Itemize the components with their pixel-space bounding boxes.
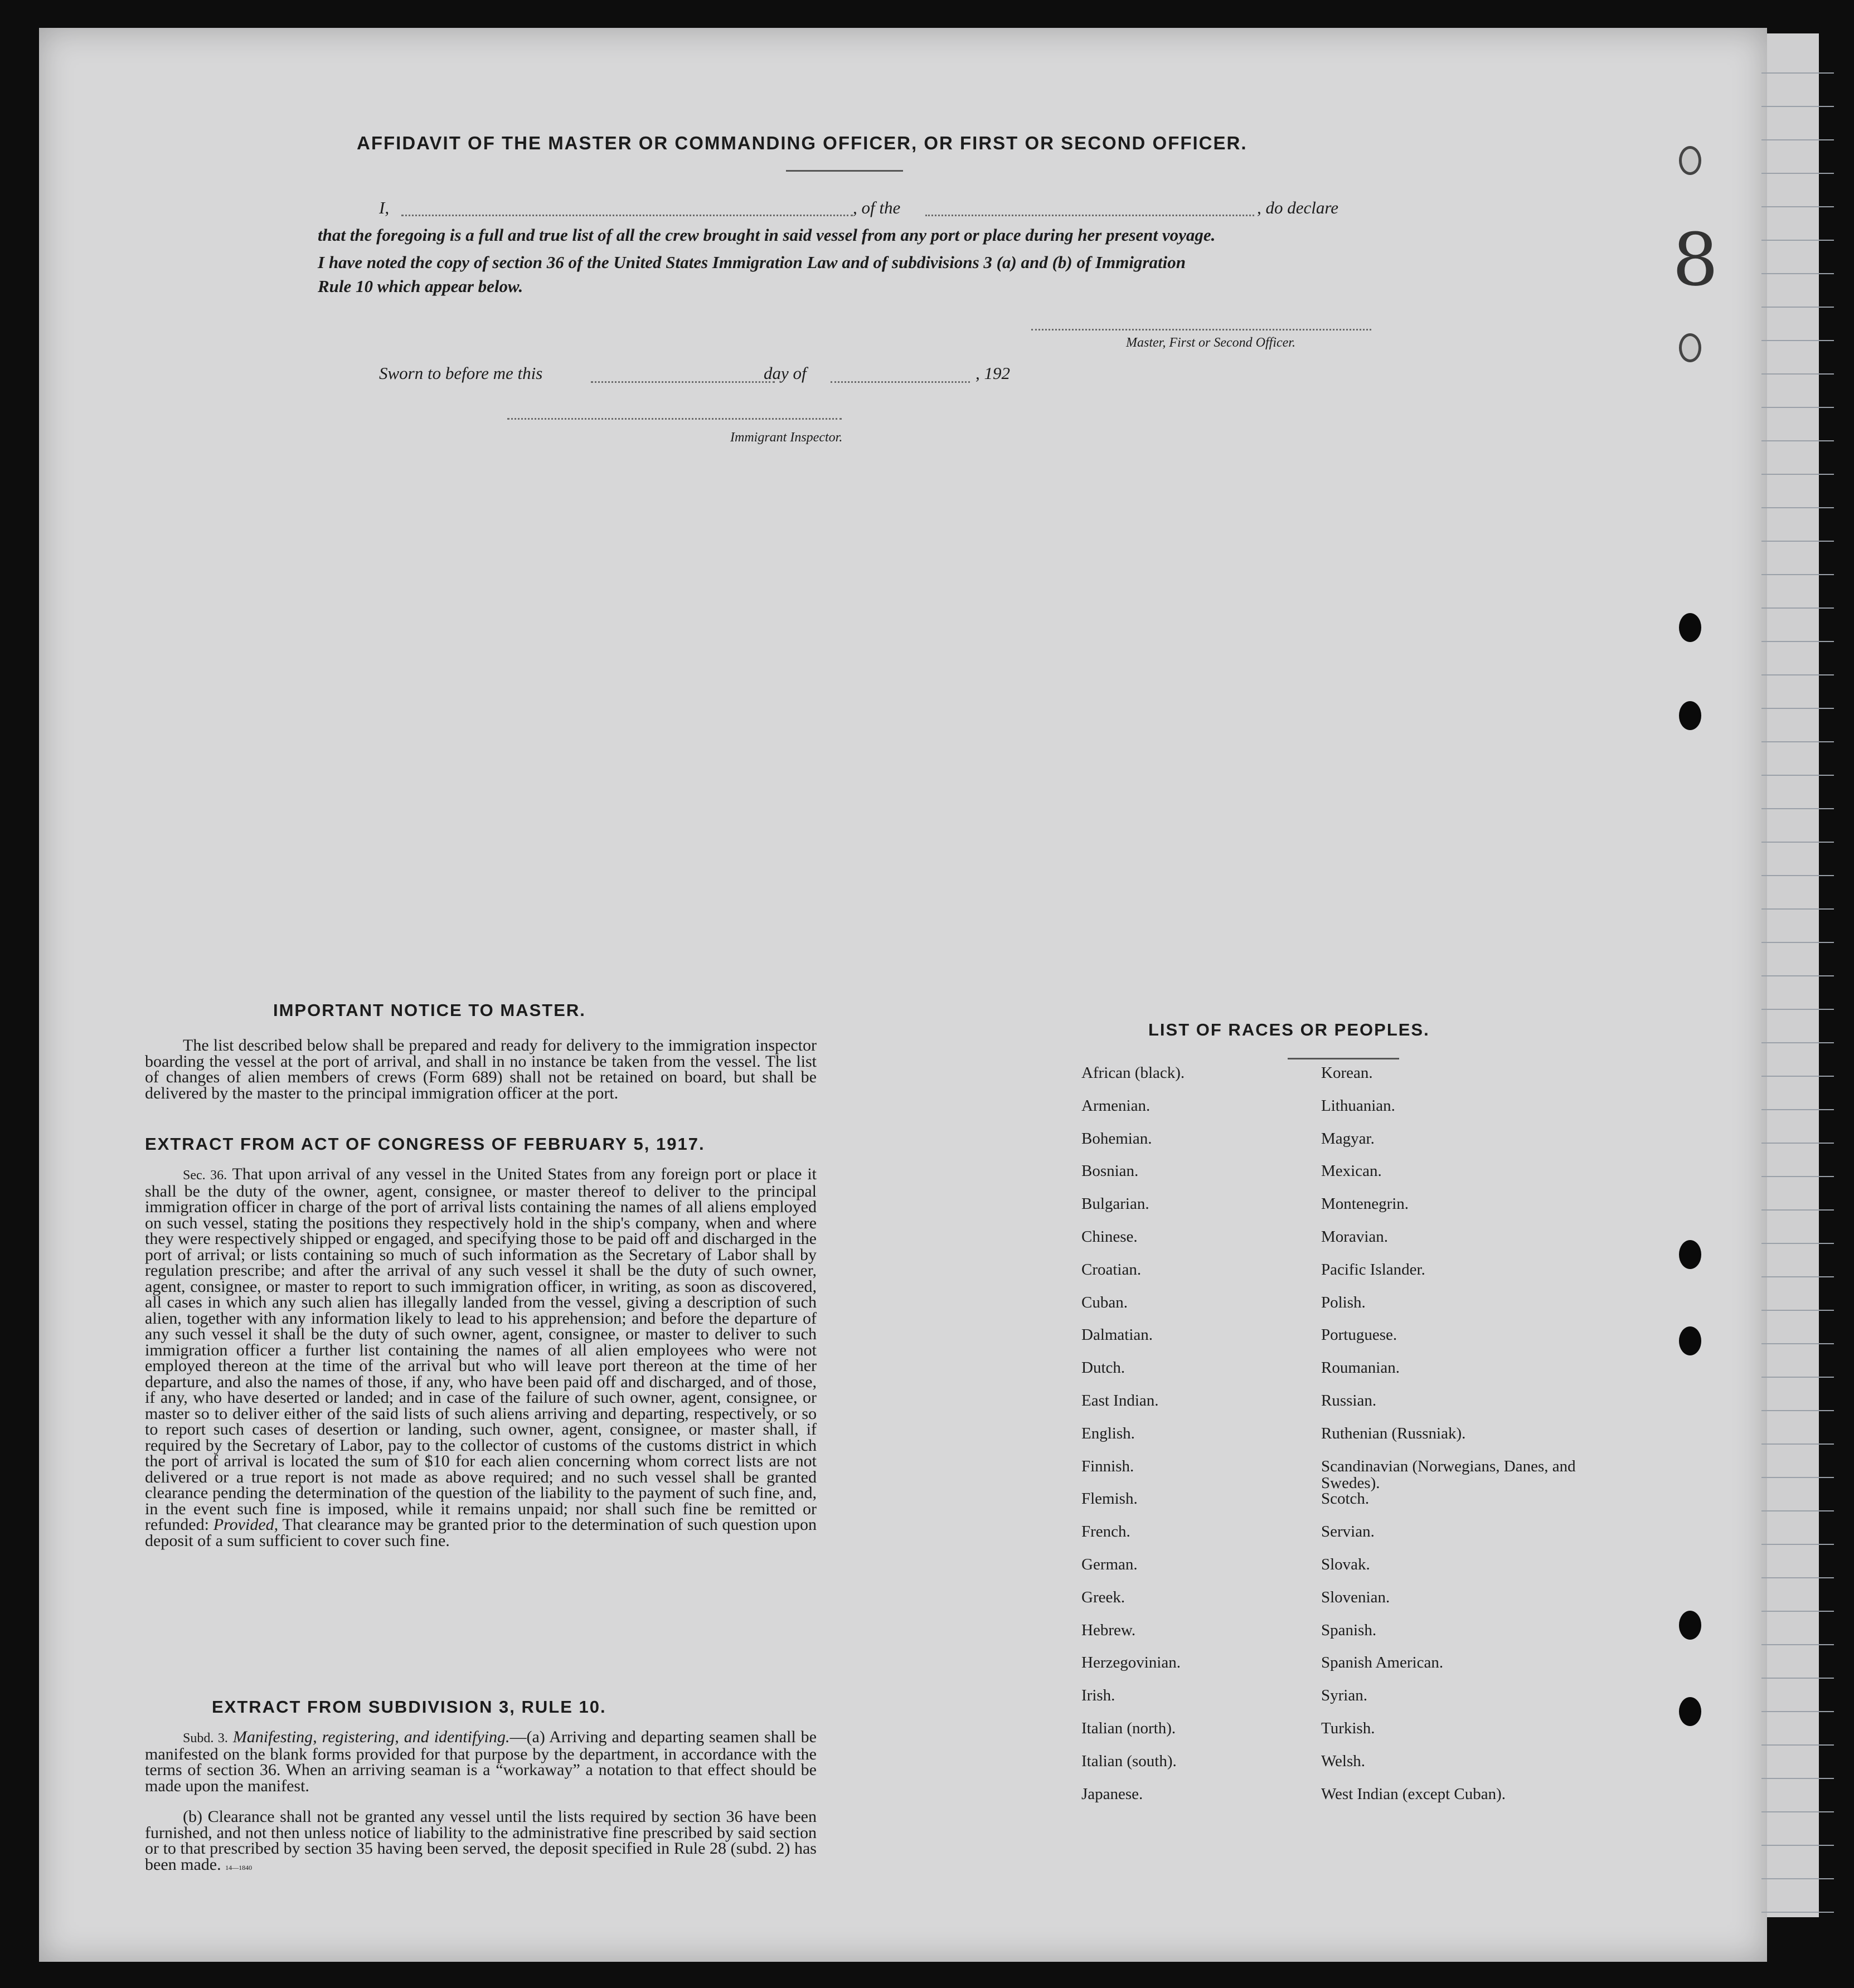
punch-hole-4 xyxy=(1679,1326,1701,1355)
ledger-line xyxy=(1761,708,1834,709)
race-item: Lithuanian. xyxy=(1321,1096,1395,1115)
master-signature-line[interactable] xyxy=(1031,329,1371,330)
race-item: Italian (south). xyxy=(1081,1752,1177,1770)
race-item: East Indian. xyxy=(1081,1391,1159,1409)
race-item: Herzegovinian. xyxy=(1081,1654,1181,1672)
rule10-heading: Manifesting, registering, and identifying. xyxy=(232,1728,510,1746)
race-item: Slovenian. xyxy=(1321,1588,1390,1606)
race-item: Magyar. xyxy=(1321,1129,1375,1148)
race-item: Syrian. xyxy=(1321,1686,1367,1705)
affidavit-i: I, xyxy=(379,198,390,217)
ledger-line xyxy=(1761,1678,1834,1679)
notice-title: IMPORTANT NOTICE TO MASTER. xyxy=(273,1000,586,1020)
ledger-line xyxy=(1761,1611,1834,1612)
affidavit-of-the: , of the xyxy=(853,198,901,217)
act-title: EXTRACT FROM ACT OF CONGRESS OF FEBRUARY 5, 1917. xyxy=(145,1134,705,1154)
ledger-line xyxy=(1761,1878,1834,1879)
race-item: Bosnian. xyxy=(1081,1162,1139,1180)
ledger-line xyxy=(1761,1009,1834,1010)
race-item: Bulgarian. xyxy=(1081,1195,1149,1213)
ledger-line xyxy=(1761,173,1834,174)
ledger-line xyxy=(1761,975,1834,976)
race-item: Irish. xyxy=(1081,1686,1115,1705)
ledger-line xyxy=(1761,206,1834,207)
ledger-line xyxy=(1761,942,1834,943)
race-item: Scandinavian (Norwegians, Danes, and Swedes). xyxy=(1321,1457,1576,1492)
binder-ring-1 xyxy=(1679,146,1701,175)
ledger-line xyxy=(1761,440,1834,441)
ledger-line xyxy=(1761,541,1834,542)
name-blank[interactable] xyxy=(401,215,853,216)
affidavit-title: AFFIDAVIT OF THE MASTER OR COMMANDING OFFICER, OR FIRST OR SECOND OFFICER. xyxy=(357,133,1248,153)
vessel-blank[interactable] xyxy=(925,215,1254,216)
ledger-line xyxy=(1761,1912,1834,1913)
ledger-line xyxy=(1761,1410,1834,1411)
race-item: Hebrew. xyxy=(1081,1621,1136,1639)
race-item: Korean. xyxy=(1321,1064,1373,1082)
affidavit-declare: , do declare xyxy=(1257,198,1339,217)
ledger-line xyxy=(1761,340,1834,341)
ledger-line xyxy=(1761,1310,1834,1311)
race-item: African (black). xyxy=(1081,1064,1185,1082)
ledger-line xyxy=(1761,674,1834,675)
ledger-line xyxy=(1761,240,1834,241)
race-item: Slovak. xyxy=(1321,1555,1370,1573)
act-section-label: Sec. 36. xyxy=(183,1168,227,1183)
ledger-line xyxy=(1761,1143,1834,1144)
ledger-line xyxy=(1761,1577,1834,1578)
ledger-line xyxy=(1761,1510,1834,1511)
ledger-line xyxy=(1761,641,1834,642)
ledger-line xyxy=(1761,741,1834,742)
race-item: Russian. xyxy=(1321,1391,1377,1409)
ledger-line xyxy=(1761,574,1834,575)
race-item: Dalmatian. xyxy=(1081,1326,1153,1344)
rule10-para-b xyxy=(145,1809,817,1875)
ledger-line xyxy=(1761,1276,1834,1277)
ledger-line xyxy=(1761,1443,1834,1445)
punch-hole-6 xyxy=(1679,1697,1701,1726)
race-item: English. xyxy=(1081,1424,1135,1442)
race-item: Japanese. xyxy=(1081,1785,1143,1803)
ledger-line xyxy=(1761,842,1834,843)
race-item: Dutch. xyxy=(1081,1359,1125,1377)
ledger-line xyxy=(1761,808,1834,809)
ledger-line xyxy=(1761,775,1834,776)
ledger-line xyxy=(1761,273,1834,274)
punch-hole-3 xyxy=(1679,1240,1701,1269)
ledger-line xyxy=(1761,474,1834,475)
race-item: Pacific Islander. xyxy=(1321,1260,1425,1279)
ledger-line xyxy=(1761,1644,1834,1645)
race-item: Moravian. xyxy=(1321,1227,1388,1246)
race-item: Welsh. xyxy=(1321,1752,1366,1770)
affidavit-line4: Rule 10 which appear below. xyxy=(318,276,523,296)
act-body-end: That clearance may be granted prior to the determination of such question upon deposit of a sum sufficient to cover such fine. xyxy=(145,1515,817,1550)
ledger-line xyxy=(1761,1243,1834,1244)
race-item: Servian. xyxy=(1321,1523,1375,1541)
race-item: Armenian. xyxy=(1081,1096,1151,1115)
master-signature-label: Master, First or Second Officer. xyxy=(1126,336,1295,350)
rule10-a-text: —(a) Arriving and departing seamen shall be manifested on the blank forms provided for that purpose by the department, in accordance with the terms of section 36. When an arriving seaman is a “workaway” a notation to that effect should be made upon the manifest. xyxy=(145,1728,817,1795)
race-item: Mexican. xyxy=(1321,1162,1382,1180)
ledger-line xyxy=(1761,1109,1834,1110)
inspector-label: Immigrant Inspector. xyxy=(730,430,843,445)
race-item: Chinese. xyxy=(1081,1227,1138,1246)
ledger-line xyxy=(1761,1176,1834,1177)
form-number: 14—1840 xyxy=(225,1863,253,1872)
race-item: French. xyxy=(1081,1523,1130,1541)
ledger-line xyxy=(1761,1778,1834,1779)
month-blank[interactable] xyxy=(831,381,970,383)
race-item: Montenegrin. xyxy=(1321,1195,1409,1213)
ledger-line xyxy=(1761,1076,1834,1077)
races-title-underline xyxy=(1288,1058,1399,1059)
ledger-line xyxy=(1761,106,1834,107)
ledger-line xyxy=(1761,1744,1834,1746)
act-section xyxy=(145,1166,817,1549)
punch-hole-1 xyxy=(1679,613,1701,642)
rule10-title: EXTRACT FROM SUBDIVISION 3, RULE 10. xyxy=(212,1697,606,1717)
year-text: , 192 xyxy=(975,363,1010,383)
race-item: Bohemian. xyxy=(1081,1129,1152,1148)
race-item: Italian (north). xyxy=(1081,1719,1176,1737)
rule10-para-a xyxy=(145,1729,817,1794)
ledger-line xyxy=(1761,1544,1834,1545)
ledger-line xyxy=(1761,1477,1834,1478)
race-item: Turkish. xyxy=(1321,1719,1375,1737)
race-item: Finnish. xyxy=(1081,1457,1134,1475)
sworn-text: Sworn to before me this xyxy=(379,363,543,383)
races-title: LIST OF RACES OR PEOPLES. xyxy=(1148,1020,1430,1039)
ledger-line xyxy=(1761,307,1834,308)
race-item: Cuban. xyxy=(1081,1293,1128,1311)
binder-ring-2 xyxy=(1679,333,1701,362)
race-item: Spanish American. xyxy=(1321,1654,1444,1672)
ledger-line xyxy=(1761,507,1834,508)
race-item: Polish. xyxy=(1321,1293,1366,1311)
race-item: Flemish. xyxy=(1081,1490,1138,1508)
sworn-day-blank[interactable] xyxy=(591,381,775,383)
handwritten-page-number: 8 xyxy=(1672,217,1719,302)
race-item: Portuguese. xyxy=(1321,1326,1397,1344)
punch-hole-2 xyxy=(1679,701,1701,730)
inspector-signature-line[interactable] xyxy=(507,418,842,420)
race-item: German. xyxy=(1081,1555,1138,1573)
act-provided: Provided, xyxy=(213,1515,279,1534)
ledger-line xyxy=(1761,407,1834,408)
race-item: Scotch. xyxy=(1321,1490,1370,1508)
ledger-line xyxy=(1761,1711,1834,1712)
ledger-line xyxy=(1761,139,1834,140)
ledger-line xyxy=(1761,1042,1834,1043)
title-underline xyxy=(786,170,903,172)
ledger-line xyxy=(1761,72,1834,74)
ledger-line xyxy=(1761,1343,1834,1344)
rule10-b-text: (b) Clearance shall not be granted any vessel until the lists required by section 36 have been furnished, and not then unless notice of liability to the administrative fine prescribed by said section or to that prescribed by section 35 having been served, the deposit specified in Rule 28 (subd. 2) has been made. xyxy=(145,1807,817,1874)
race-item: Greek. xyxy=(1081,1588,1125,1606)
affidavit-line2: that the foregoing is a full and true list of all the crew brought in said vessel from any port or place during her present voyage. xyxy=(318,225,1216,245)
ledger-line xyxy=(1761,875,1834,876)
races-column-1 xyxy=(1081,1065,1316,1818)
race-item: Roumanian. xyxy=(1321,1359,1400,1377)
ledger-line xyxy=(1761,1845,1834,1846)
document-page xyxy=(39,28,1767,1962)
affidavit-line3: I have noted the copy of section 36 of the United States Immigration Law and of subdivisions 3 (a) and (b) of Immigration xyxy=(318,252,1186,272)
ledger-line xyxy=(1761,1811,1834,1812)
race-item: Croatian. xyxy=(1081,1260,1142,1279)
rule10-subd: Subd. 3. xyxy=(183,1731,228,1746)
punch-hole-5 xyxy=(1679,1611,1701,1640)
day-of-text: day of xyxy=(764,363,807,383)
race-item: Ruthenian (Russniak). xyxy=(1321,1424,1466,1442)
ledger-line xyxy=(1761,373,1834,375)
race-item: Spanish. xyxy=(1321,1621,1377,1639)
act-body: That upon arrival of any vessel in the United States from any foreign port or place it shall be the duty of the owner, agent, consignee, or master thereof to deliver to the principal immigration officer in charge of the port of arrival lists containing the names of all aliens employed on such vessel, stating the positions they respectively hold in the ship's company, when and where they were respectively shipped or engaged, and specifying those to be paid off and discharged in the port of arrival; or lists containing so much of such information as the Secretary of Labor shall by regulation prescribe; and after the arrival of any such vessel it shall be the duty of such owner, agent, consignee, or master to report to such immigration officer, in writing, as soon as discovered, all cases in which any such alien has illegally landed from the vessel, giving a description of such alien, together with any information likely to lead to his apprehension; and before the departure of any such vessel it shall be the duty of such owner, agent, consignee, or master to deliver to such immigration officer a further list containing the names of all alien employees who were not employed thereon at the time of the arrival but who will leave port thereon at the time of her departure, and also the names of those, if any, who have been paid off and discharged, and of those, if any, who have deserted or landed; and in case of the failure of such owner, agent, consignee, or master so to deliver either of the said lists of such aliens arriving and departing, respectively, or so to report such cases of desertion or landing, such owner, agent, consignee, or master shall, if required by the Secretary of Labor, pay to the collector of customs of the customs district in which the port of arrival is located the sum of $10 for each alien concerning whom correct lists are not delivered or a true report is not made as above required; and no such vessel shall be granted clearance pending the determination of the question of the liability to the payment of such fine, and, in the event such fine is imposed, while it remains unpaid; nor shall such fine be remitted or refunded: xyxy=(145,1165,817,1534)
notice-body: The list described below shall be prepared and ready for delivery to the immigration inspector boarding the vessel at the port of arrival, and shall in no instance be taken from the vessel. The list of changes of alien members of crews (Form 689) shall not be retained on board, but shall be delivered by the master to the principal immigration officer at the port. xyxy=(145,1036,817,1102)
race-item: West Indian (except Cuban). xyxy=(1321,1785,1506,1803)
ledger-line xyxy=(1761,1377,1834,1378)
ledger-line xyxy=(1761,1209,1834,1211)
races-column-2 xyxy=(1321,1065,1600,1818)
ledger-line xyxy=(1761,908,1834,910)
ledger-line xyxy=(1761,607,1834,609)
